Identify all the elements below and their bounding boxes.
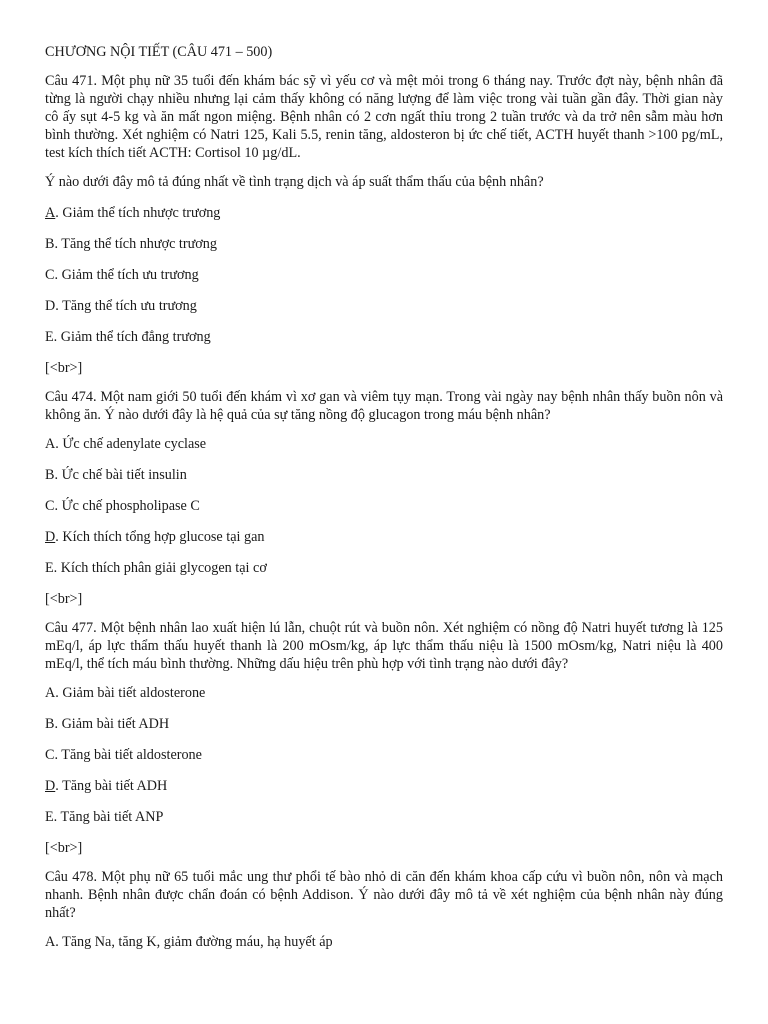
- answer-option: [45, 684, 723, 702]
- correct-option-letter: D: [45, 529, 56, 545]
- question-prompt: Ý nào dưới đây mô tả đúng nhất về tình trạng dịch và áp suất thẩm thấu của bệnh nhân?: [45, 174, 544, 190]
- question-list: [45, 72, 723, 951]
- option-text: . Tăng bài tiết aldosterone: [54, 747, 202, 763]
- correct-option-letter: D: [45, 778, 56, 794]
- answer-option: [45, 204, 723, 222]
- option-letter: B: [45, 716, 55, 732]
- answer-option: [45, 559, 723, 577]
- option-letter: D: [45, 298, 56, 314]
- question-block: [45, 388, 723, 608]
- answer-option: [45, 777, 723, 795]
- option-text: . Giảm thể tích ưu trương: [54, 267, 199, 283]
- option-text: . Ức chế bài tiết insulin: [54, 467, 187, 483]
- option-text: . Tăng thể tích nhược trương: [54, 236, 217, 252]
- option-text: . Tăng thể tích ưu trương: [55, 298, 197, 314]
- answer-option: [45, 933, 723, 951]
- option-text: . Tăng bài tiết ANP: [53, 809, 164, 825]
- answer-option: [45, 715, 723, 733]
- option-text: . Giảm thể tích đẳng trương: [53, 329, 211, 345]
- question-stem: Câu 478. Một phụ nữ 65 tuổi mắc ung thư phổi tế bào nhỏ di căn đến khám khoa cấp cứu vì buồn nôn, nôn và mạch nhanh. Bệnh nhân được chẩn đoán có bệnh Addison. Ý nào dưới đây mô tả về xét nghiệm của bệnh nhân này đúng nhất?: [45, 869, 723, 921]
- answer-option: [45, 266, 723, 284]
- chapter-title: CHƯƠNG NỘI TIẾT (CÂU 471 – 500): [45, 44, 273, 60]
- option-letter: C: [45, 498, 55, 514]
- answer-option: [45, 235, 723, 253]
- question-block: [45, 619, 723, 857]
- option-letter: C: [45, 747, 55, 763]
- option-letter: B: [45, 236, 55, 252]
- option-letter: A: [45, 436, 56, 452]
- break-tag: [<br>]: [45, 591, 83, 607]
- option-text: . Giảm bài tiết ADH: [54, 716, 170, 732]
- question-stem: Câu 474. Một nam giới 50 tuổi đến khám vì xơ gan và viêm tụy mạn. Trong vài ngày nay bệnh nhân thấy buồn nôn và không ăn. Ý nào dưới đây là hệ quả của sự tăng nồng độ glucagon trong máu bệnh nhân?: [45, 389, 723, 423]
- option-letter: E: [45, 329, 54, 345]
- option-text: . Tăng bài tiết ADH: [55, 778, 168, 794]
- question-block: [45, 868, 723, 951]
- answer-option: [45, 435, 723, 453]
- option-letter: A: [45, 685, 56, 701]
- option-letter: E: [45, 560, 54, 576]
- question-stem: Câu 471. Một phụ nữ 35 tuổi đến khám bác sỹ vì yếu cơ và mệt mỏi trong 6 tháng nay. Trước đợt này, bệnh nhân đã từng là người chạy nhiều nhưng lại cảm thấy không có năng lượng để làm việc trong vài tuần gần đây. Thời gian này cô ấy sụt 4-5 kg và ăn mất ngon miệng. Bệnh nhân có 2 cơn ngất thỉu trong 2 tuần trước và da trở nên sẫm màu hơn bình thường. Xét nghiệm có Natri 125, Kali 5.5, renin tăng, aldosteron bị ức chế tiết, ACTH huyết thanh >100 pg/mL, test kích thích tiết ACTH: Cortisol 10 µg/dL.: [45, 73, 723, 161]
- option-letter: B: [45, 467, 55, 483]
- option-text: . Ức chế phospholipase C: [54, 498, 200, 514]
- break-tag: [<br>]: [45, 360, 83, 376]
- option-letter: A: [45, 934, 56, 950]
- question-block: [45, 72, 723, 377]
- option-text: . Ức chế adenylate cyclase: [55, 436, 207, 452]
- correct-option-letter: A: [45, 205, 56, 221]
- answer-option: [45, 808, 723, 826]
- break-tag: [<br>]: [45, 840, 83, 856]
- answer-option: [45, 328, 723, 346]
- option-letter: E: [45, 809, 54, 825]
- answer-option: [45, 466, 723, 484]
- option-text: . Tăng Na, tăng K, giảm đường máu, hạ huyết áp: [55, 934, 333, 950]
- answer-option: [45, 746, 723, 764]
- option-text: . Giảm bài tiết aldosterone: [55, 685, 206, 701]
- option-text: . Kích thích phân giải glycogen tại cơ: [53, 560, 267, 576]
- answer-option: [45, 497, 723, 515]
- answer-option: [45, 297, 723, 315]
- option-text: . Kích thích tổng hợp glucose tại gan: [55, 529, 265, 545]
- option-letter: C: [45, 267, 55, 283]
- answer-option: [45, 528, 723, 546]
- question-stem: Câu 477. Một bệnh nhân lao xuất hiện lú lẫn, chuột rút và buồn nôn. Xét nghiệm có nồng độ Natri huyết tương là 125 mEq/l, áp lực thẩm thấu huyết thanh là 200 mOsm/kg, áp lực thẩm thấu niệu là 1500 mOsm/kg, Natri niệu là 400 mEq/l, thể tích máu bình thường. Những dấu hiệu trên phù hợp với tình trạng nào dưới đây?: [45, 620, 723, 672]
- option-text: . Giảm thể tích nhược trương: [55, 205, 221, 221]
